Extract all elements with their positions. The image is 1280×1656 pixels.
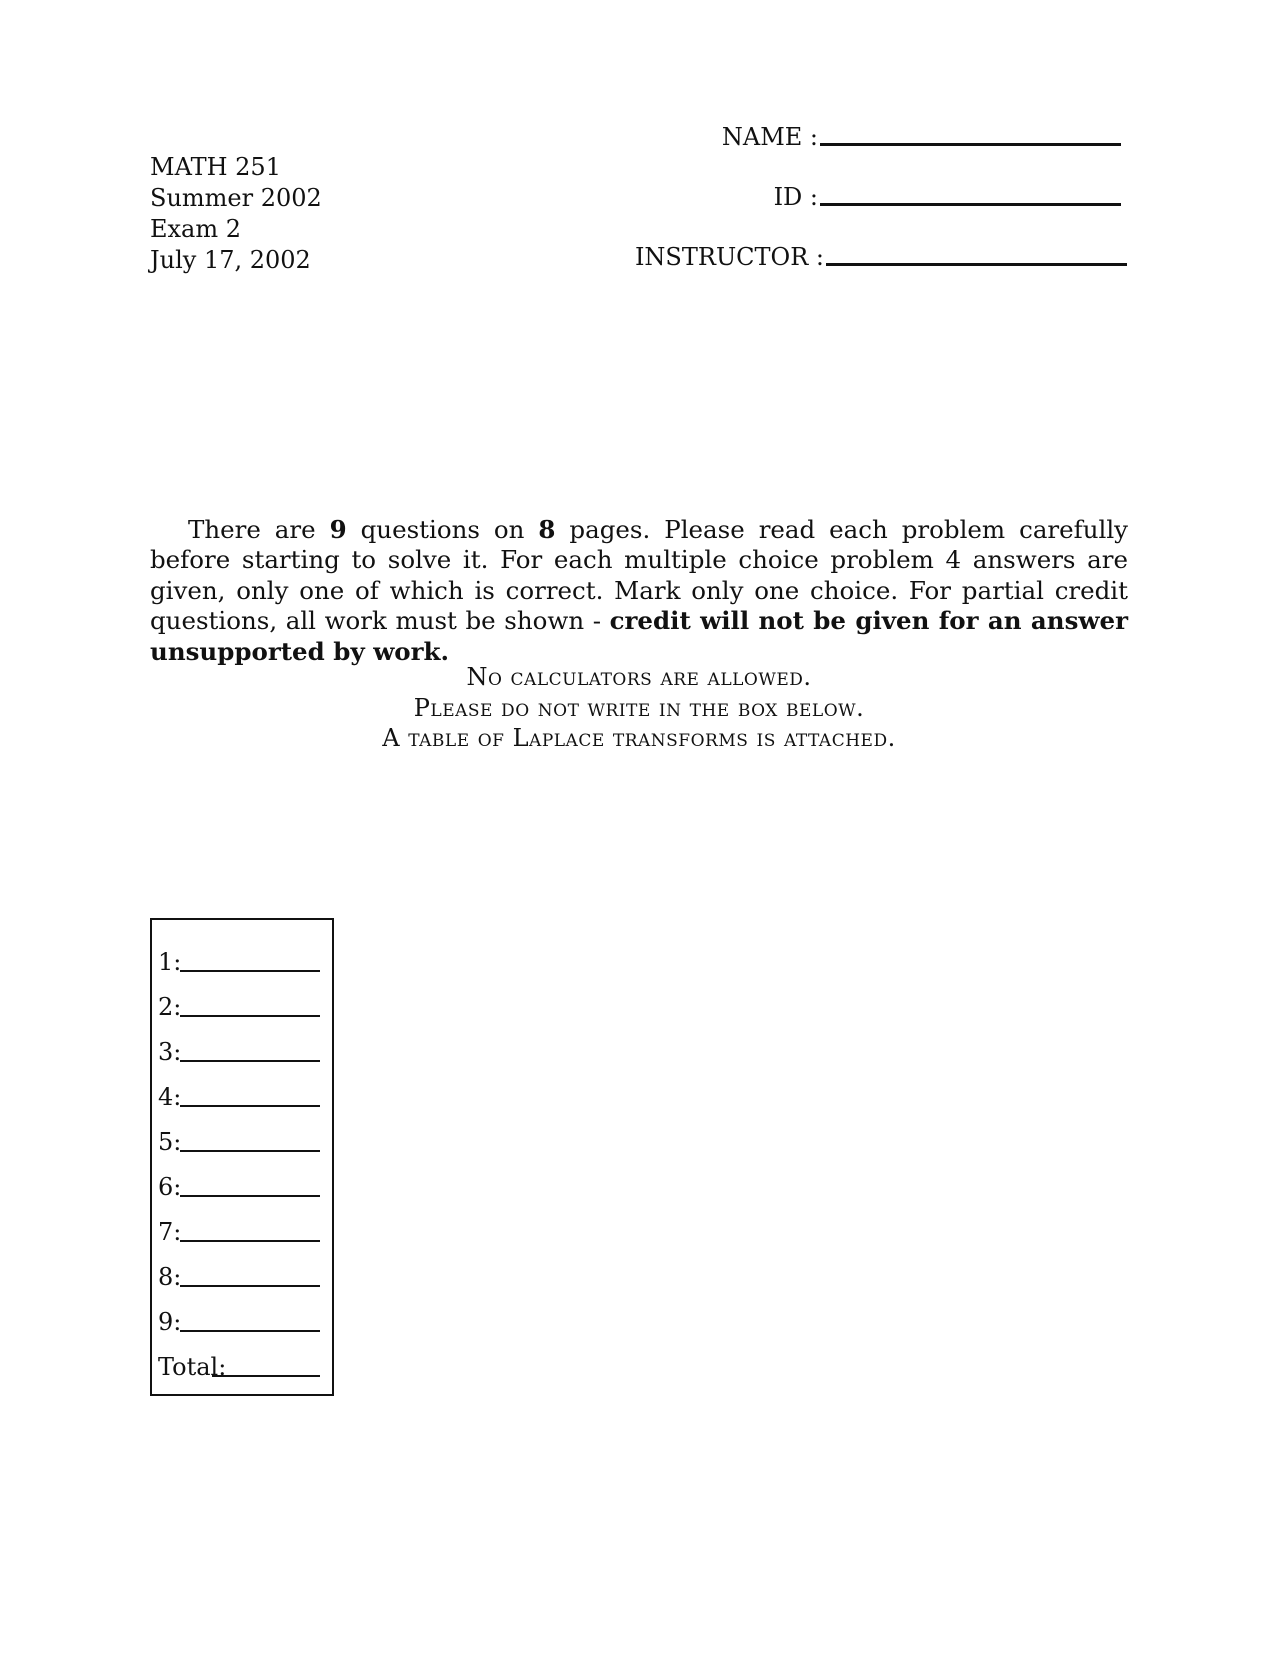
score-row [158,1124,328,1156]
course-term: Summer 2002 [150,184,322,212]
score-row [158,1034,328,1066]
score-blank [180,1240,320,1242]
name-label: NAME : [721,123,818,151]
score-row [158,989,328,1021]
score-label: 8: [158,1263,182,1291]
score-row [158,1214,328,1246]
instructions-text-3: pages. Please read each problem carefully before starting to solve it. For each multiple choice problem 4 answers are given, only one of which is correct. Mark only one choice. For partial credit questions, all work must be shown - [150,514,1128,635]
score-row [158,1259,328,1291]
instructor-label: INSTRUCTOR : [634,243,824,271]
score-row [158,944,328,976]
score-blank [180,1195,320,1197]
pages-count: 8 [538,514,556,544]
score-row [158,1304,328,1336]
course-info [150,152,322,276]
score-label: 6: [158,1173,182,1201]
bold-warning: credit will not be given for an answer unsupported by work. [150,606,1128,666]
instructions-text-1: There are [188,514,330,544]
instructions-text-2: questions on [346,514,539,544]
score-blank [180,1150,320,1152]
exam-number: Exam 2 [150,215,242,243]
score-row [158,1079,328,1111]
score-blank [180,1285,320,1287]
instructor-blank-line[interactable] [826,263,1127,266]
id-label: ID : [773,183,818,211]
score-label-total: Total: [158,1353,227,1381]
score-label: 1: [158,948,182,976]
score-blank [180,1060,320,1062]
score-blank [180,1105,320,1107]
name-blank-line[interactable] [820,143,1121,146]
course-code: MATH 251 [150,153,281,181]
notices [150,662,1128,754]
score-blank [180,1330,320,1332]
notice-laplace-table: A table of Laplace transforms is attached. [382,724,896,752]
score-blank [180,1015,320,1017]
score-box [150,918,334,1396]
notice-calculators: No calculators are allowed. [466,663,812,691]
score-row-total [158,1349,328,1381]
score-blank-total [212,1375,320,1377]
score-row [158,1169,328,1201]
score-label: 2: [158,993,182,1021]
questions-count: 9 [329,514,347,544]
score-label: 9: [158,1308,182,1336]
score-label: 4: [158,1083,182,1111]
score-label: 5: [158,1128,182,1156]
id-blank-line[interactable] [820,203,1121,206]
instructions-paragraph [150,515,1128,668]
score-label: 7: [158,1218,182,1246]
exam-date: July 17, 2002 [150,246,311,274]
score-label: 3: [158,1038,182,1066]
score-blank [180,970,320,972]
notice-do-not-write: Please do not write in the box below. [413,693,865,722]
